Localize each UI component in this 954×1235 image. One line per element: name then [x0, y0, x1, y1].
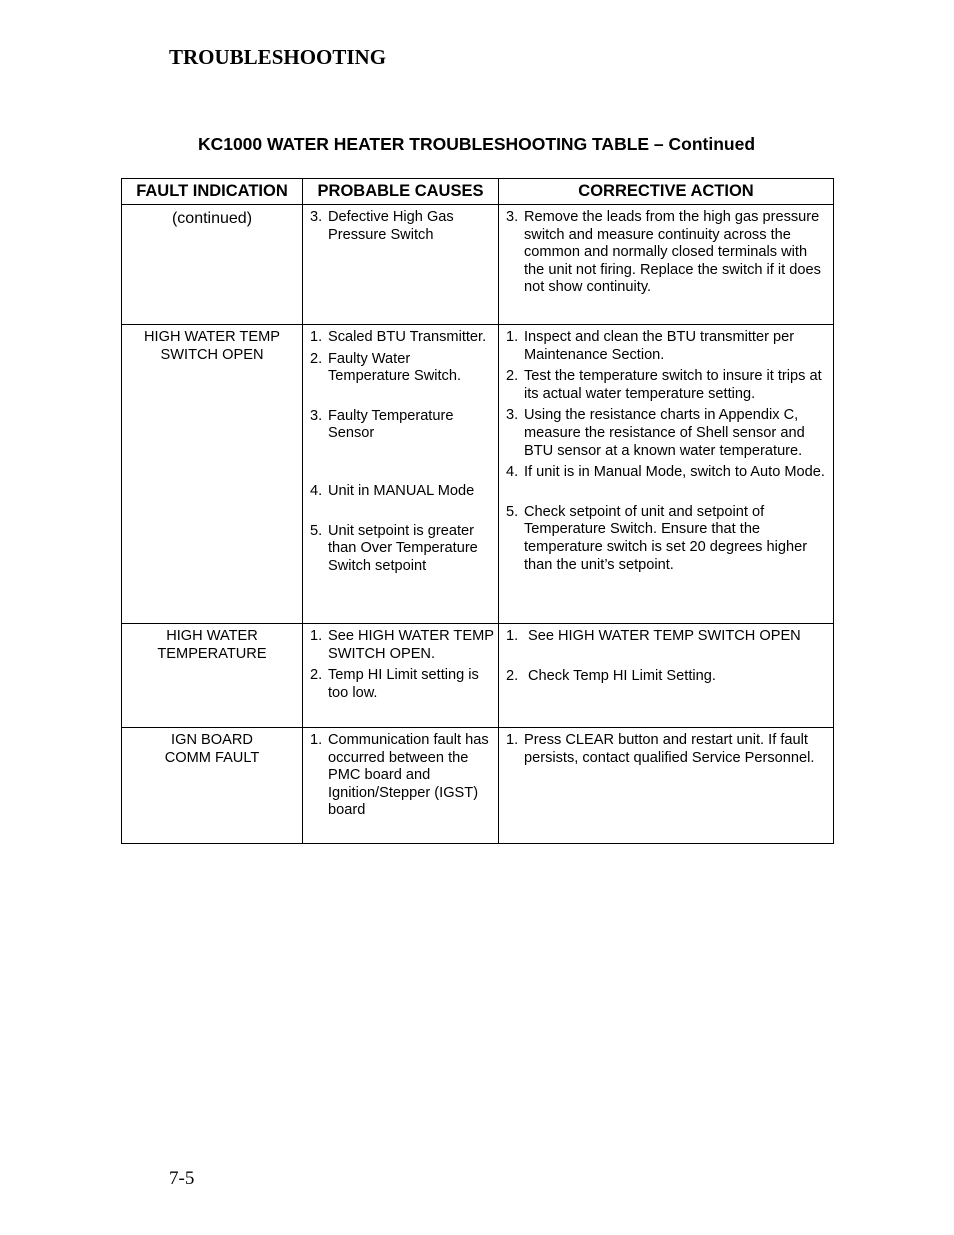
- item-number: 3.: [310, 209, 323, 225]
- cause-item: [310, 351, 494, 386]
- page-number: 7-5: [169, 1168, 195, 1189]
- header-corrective-action: CORRECTIVE ACTION: [499, 179, 834, 205]
- cause-item: [310, 209, 494, 244]
- item-number: 2.: [310, 350, 323, 367]
- item-number: 1.: [506, 628, 519, 644]
- item-number: 1.: [506, 732, 519, 748]
- item-text: Faulty Temperature Sensor: [328, 407, 454, 442]
- item-number: 1.: [310, 329, 323, 345]
- action-item: [506, 732, 829, 767]
- item-number: 1.: [310, 628, 323, 644]
- item-text: Inspect and clean the BTU transmitter per Maintenance Section.: [524, 329, 795, 363]
- action-item: [506, 668, 829, 686]
- item-number: 2.: [310, 667, 323, 684]
- item-text: Faulty Water Temperature Switch.: [328, 350, 462, 385]
- header-fault-indication: FAULT INDICATION: [122, 179, 303, 205]
- item-text: Communication fault has occurred between the PMC board and Ignition/Stepper (IGST) board: [328, 732, 489, 819]
- cause-item: [310, 732, 494, 820]
- item-text: If unit is in Manual Mode, switch to Auto Mode.: [524, 464, 825, 481]
- item-number: 1.: [310, 732, 323, 748]
- item-text: Temp HI Limit setting is too low.: [328, 667, 479, 701]
- corrective-action-cell: [499, 205, 834, 325]
- troubleshooting-table: [121, 178, 834, 844]
- action-item: [506, 628, 829, 646]
- item-text: Remove the leads from the high gas pressure switch and measure continuity across the common and normally closed terminals with the unit not firing. Replace the switch if it does not show continuity.: [524, 209, 821, 296]
- action-item: [506, 209, 829, 297]
- item-text: Press CLEAR button and restart unit. If fault persists, contact qualified Service Personnel.: [524, 732, 815, 766]
- item-text: Defective High Gas Pressure Switch: [328, 209, 454, 243]
- cause-item: [310, 329, 494, 347]
- item-number: 4.: [310, 482, 323, 499]
- table-row: [122, 325, 834, 624]
- item-number: 5.: [310, 522, 323, 539]
- cause-item: [310, 408, 494, 443]
- item-number: 2.: [506, 667, 519, 684]
- cause-item: [310, 628, 494, 663]
- cause-item: [310, 483, 494, 501]
- table-row: [122, 624, 834, 728]
- item-text: Scaled BTU Transmitter.: [328, 329, 487, 345]
- fault-indication-cell: IGN BOARD COMM FAULT: [122, 728, 303, 844]
- header-probable-causes: PROBABLE CAUSES: [303, 179, 499, 205]
- fault-indication-cell: HIGH WATER TEMP SWITCH OPEN: [122, 325, 303, 624]
- action-item: [506, 368, 829, 403]
- item-text: Using the resistance charts in Appendix C, measure the resistance of Shell sensor and BTU sensor at a known water temperature.: [524, 407, 805, 459]
- probable-causes-cell: [303, 325, 499, 624]
- item-text: See HIGH WATER TEMP SWITCH OPEN.: [328, 628, 494, 662]
- cause-item: [310, 667, 494, 702]
- item-text: Test the temperature switch to insure it trips at its actual water temperature setting.: [524, 368, 822, 402]
- table-row: [122, 205, 834, 325]
- action-item: [506, 407, 829, 460]
- corrective-action-cell: [499, 624, 834, 728]
- corrective-action-cell: [499, 325, 834, 624]
- corrective-action-cell: [499, 728, 834, 844]
- table-header-row: [122, 179, 834, 205]
- item-number: 3.: [310, 407, 323, 424]
- action-item: [506, 329, 829, 364]
- item-number: 3.: [506, 209, 519, 225]
- probable-causes-cell: [303, 205, 499, 325]
- action-item: [506, 464, 829, 482]
- probable-causes-cell: [303, 728, 499, 844]
- item-text: Unit in MANUAL Mode: [328, 482, 475, 499]
- item-number: 3.: [506, 407, 519, 424]
- cause-item: [310, 523, 494, 576]
- item-text: Check setpoint of unit and setpoint of Temperature Switch. Ensure that the temperature switch is set 20 degrees higher than the unit’s setpoint.: [524, 503, 808, 573]
- section-title: TROUBLESHOOTING: [169, 45, 387, 69]
- item-number: 1.: [506, 329, 519, 345]
- item-text: See HIGH WATER TEMP SWITCH OPEN: [528, 628, 801, 644]
- item-text: Unit setpoint is greater than Over Temperature Switch setpoint: [328, 522, 478, 574]
- fault-indication-cell: HIGH WATER TEMPERATURE: [122, 624, 303, 728]
- item-number: 5.: [506, 503, 519, 520]
- table-title: KC1000 WATER HEATER TROUBLESHOOTING TABLE – Continued: [197, 134, 756, 154]
- probable-causes-cell: [303, 624, 499, 728]
- item-text: Check Temp HI Limit Setting.: [528, 667, 716, 684]
- item-number: 4.: [506, 464, 519, 481]
- action-item: [506, 504, 829, 574]
- table-row: [122, 728, 834, 844]
- fault-indication-cell: (continued): [122, 205, 303, 325]
- item-number: 2.: [506, 368, 519, 385]
